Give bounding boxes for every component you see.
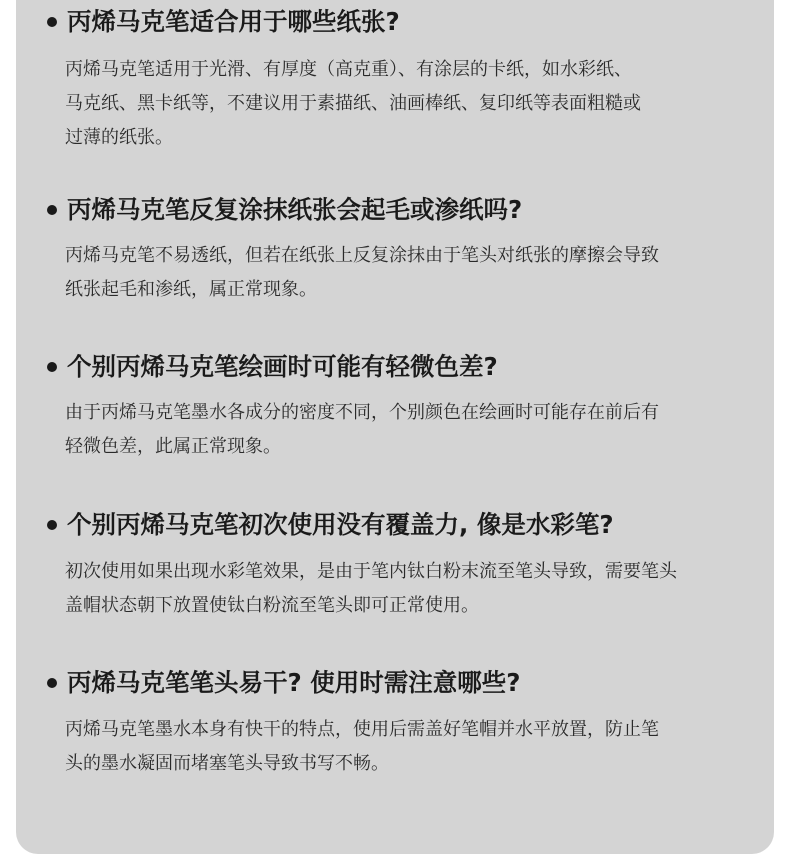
faq-item-coverage xyxy=(16,505,774,616)
question-row xyxy=(16,505,774,545)
bullet-icon xyxy=(47,678,57,688)
answer-line: 丙烯马克笔不易透纸，但若在纸张上反复涂抹由于笔头对纸张的摩擦会导致 xyxy=(65,245,659,266)
faq-card xyxy=(16,0,774,854)
answer-text xyxy=(65,239,755,307)
faq-item-paper-types xyxy=(16,2,774,148)
question-row xyxy=(16,347,774,387)
question-text: 个别丙烯马克笔初次使用没有覆盖力, 像是水彩笔? xyxy=(67,510,614,539)
answer-text xyxy=(65,396,755,464)
faq-item-tip-drying xyxy=(16,663,774,774)
answer-text xyxy=(65,713,755,781)
question-row xyxy=(16,663,774,703)
question-row xyxy=(16,2,774,42)
answer-line: 盖帽状态朝下放置使钛白粉流至笔头即可正常使用。 xyxy=(65,595,479,616)
answer-line: 初次使用如果出现水彩笔效果，是由于笔内钛白粉末流至笔头导致，需要笔头 xyxy=(65,561,677,582)
question-text: 丙烯马克笔反复涂抹纸张会起毛或渗纸吗? xyxy=(67,195,523,224)
answer-line: 丙烯马克笔墨水本身有快干的特点，使用后需盖好笔帽并水平放置，防止笔 xyxy=(65,719,659,740)
answer-line: 丙烯马克笔适用于光滑、有厚度（高克重）、有涂层的卡纸，如水彩纸、 xyxy=(65,59,632,80)
bullet-icon xyxy=(47,205,57,215)
answer-text xyxy=(65,555,755,623)
faq-item-paper-pilling xyxy=(16,190,774,300)
answer-line: 马克纸、黑卡纸等，不建议用于素描纸、油画棒纸、复印纸等表面粗糙或 xyxy=(65,93,641,114)
bullet-icon xyxy=(47,520,57,530)
answer-line: 头的墨水凝固而堵塞笔头导致书写不畅。 xyxy=(65,753,389,774)
answer-line: 轻微色差，此属正常现象。 xyxy=(65,436,281,457)
question-row xyxy=(16,190,774,230)
question-text: 个别丙烯马克笔绘画时可能有轻微色差? xyxy=(67,352,498,381)
faq-item-color-difference xyxy=(16,347,774,457)
question-text: 丙烯马克笔适合用于哪些纸张? xyxy=(67,7,400,36)
question-text: 丙烯马克笔笔头易干? 使用时需注意哪些? xyxy=(67,668,521,697)
bullet-icon xyxy=(47,17,57,27)
answer-line: 过薄的纸张。 xyxy=(65,127,173,148)
bullet-icon xyxy=(47,362,57,372)
answer-line: 由于丙烯马克笔墨水各成分的密度不同，个别颜色在绘画时可能存在前后有 xyxy=(65,402,659,423)
answer-text xyxy=(65,53,755,155)
answer-line: 纸张起毛和渗纸，属正常现象。 xyxy=(65,279,317,300)
